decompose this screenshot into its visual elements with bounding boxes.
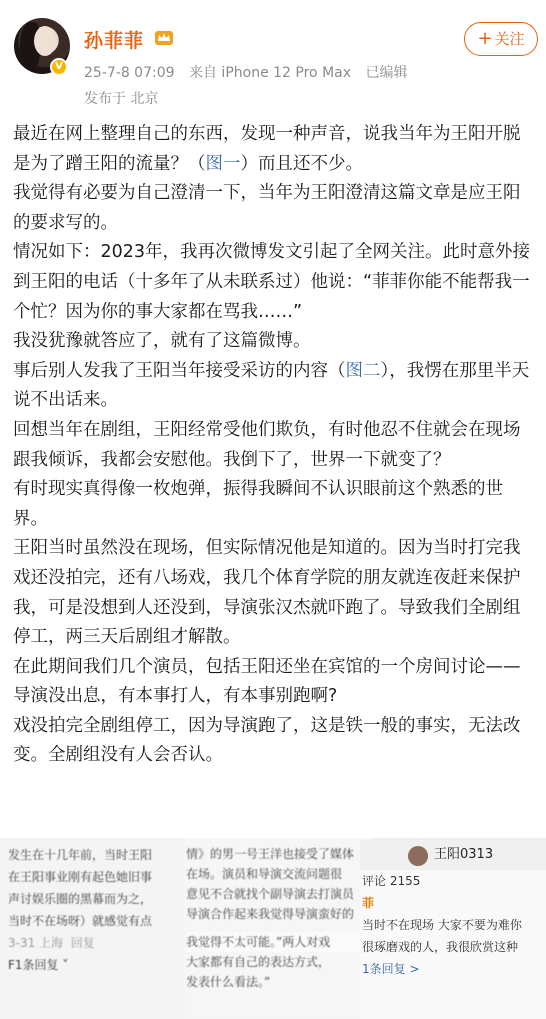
screenshot-commenter: 菲: [362, 896, 375, 910]
crown-icon: [153, 29, 175, 47]
screenshot-username: 王阳0313: [434, 847, 494, 862]
screenshot-text: 当时不在场呀）就感觉有点: [8, 914, 153, 928]
screenshot-user-row: [360, 840, 546, 870]
paragraph-3: 情况如下：2023年，我再次微博发文引起了全网关注。此时意外接到王阳的电话（十多年了从未联系过）他说：“菲菲你能不能帮我一个忙？因为你的事大家都在骂我……”: [13, 242, 531, 322]
screenshot-meta: [8, 932, 200, 954]
paragraph-10: 戏没拍完全剧组停工，因为导演跑了，这是铁一般的事实，无法改变。全剧组没有人会否认。: [13, 715, 521, 766]
author-name[interactable]: 孙菲菲: [84, 30, 145, 52]
paragraph-1: [13, 120, 535, 179]
screenshot-text: 大家都有自己的表达方式，: [186, 955, 331, 969]
screenshot-replies: F1条回复 ˅: [8, 958, 69, 972]
post-edited[interactable]: 已编辑: [365, 65, 408, 81]
follow-button[interactable]: [464, 22, 538, 56]
screenshot-image-3[interactable]: [360, 840, 546, 1019]
paragraph-7: 有时现实真得像一枚炮弹，振得我瞬间不认识眼前这个熟悉的世界。: [13, 479, 503, 529]
screenshot-text: 意见不合就找个副导演去打演员: [186, 887, 355, 901]
paragraph-8: 王阳当时虽然没在现场，但实际情况他是知道的。因为当时打完我戏还没拍完，还有八场戏，我几个体育学院的朋友就连夜赶来保护我，可是没想到人还没到，导演张汉杰就吓跑了。导致我们全剧组停工，两三天后剧组才解散。: [13, 538, 521, 648]
post-body: [13, 120, 535, 771]
screenshot-more-replies: 1条回复 >: [362, 962, 420, 976]
screenshot-text: 很琢磨戏的人，我很欣赏这种: [362, 940, 519, 954]
screenshot-image-1[interactable]: [0, 838, 200, 1019]
screenshot-comment-count: 评论 2155: [362, 874, 421, 888]
post-timestamp: 25-7-8 07:09: [84, 65, 175, 81]
screenshot-text: 我觉得不太可能。”两人对戏: [186, 932, 374, 952]
paragraph-6: 回想当年在剧组，王阳经常受他们欺负，有时他忍不住就会在现场跟我倾诉，我都会安慰他。我倒下了，世界一下就变了？: [13, 419, 521, 470]
plus-icon: +: [477, 28, 493, 49]
screenshot-text: 在场。演员和导演交流问题很: [186, 867, 343, 881]
screenshot-text: 发生在十几年前，当时王阳: [8, 848, 153, 862]
screenshot-date: 3-31 上海: [8, 936, 64, 950]
paragraph-4: 我没犹豫就答应了，就有了这篇微博。: [13, 331, 311, 352]
screenshot-text: 情》的男一号王洋也接受了媒体: [186, 847, 355, 861]
figure-one-link[interactable]: 图一: [205, 153, 241, 174]
screenshot-text: 声讨娱乐圈的黑幕而为之，: [8, 892, 153, 906]
paragraph-5: [13, 357, 535, 416]
post-meta: [84, 62, 417, 82]
text: 最近在网上整理自己的东西，发现一种声音，说我当年为王阳开脱是为了蹭王阳的流量？（: [13, 124, 521, 174]
screenshot-text: 当时不在现场 大家不要为难你: [362, 918, 522, 932]
follow-label: 关注: [494, 30, 525, 48]
paragraph-2: 我觉得有必要为自己澄清一下，当年为王阳澄清这篇文章是应王阳的要求写的。: [13, 183, 521, 233]
screenshot-text: 导演合作起来我觉得导演蛮好的: [186, 907, 355, 921]
screenshot-image-2[interactable]: [184, 838, 374, 1019]
post-source: 来自 iPhone 12 Pro Max: [188, 65, 352, 81]
screenshot-text: 发表什么看法。”: [186, 975, 271, 989]
paragraph-9: 在此期间我们几个演员，包括王阳还坐在宾馆的一个房间讨论——导演没出息，有本事打人，有本事别跑啊?: [13, 656, 521, 707]
post-header: [0, 0, 546, 112]
screenshot-text: 在王阳事业刚有起色她旧事: [8, 870, 153, 884]
screenshot-avatar: [408, 846, 428, 866]
verified-badge-icon: V: [50, 58, 68, 76]
avatar-face: [34, 26, 56, 56]
text: ）而且还不少。: [240, 153, 363, 174]
screenshot-reply: 回复: [70, 936, 95, 950]
text: 事后别人发我了王阳当年接受采访的内容（: [13, 360, 346, 381]
text: ），我愣在那里半天说不出话来。: [13, 360, 530, 411]
post-location: 发布于 北京: [84, 91, 159, 107]
figure-two-link[interactable]: 图二: [345, 360, 381, 381]
